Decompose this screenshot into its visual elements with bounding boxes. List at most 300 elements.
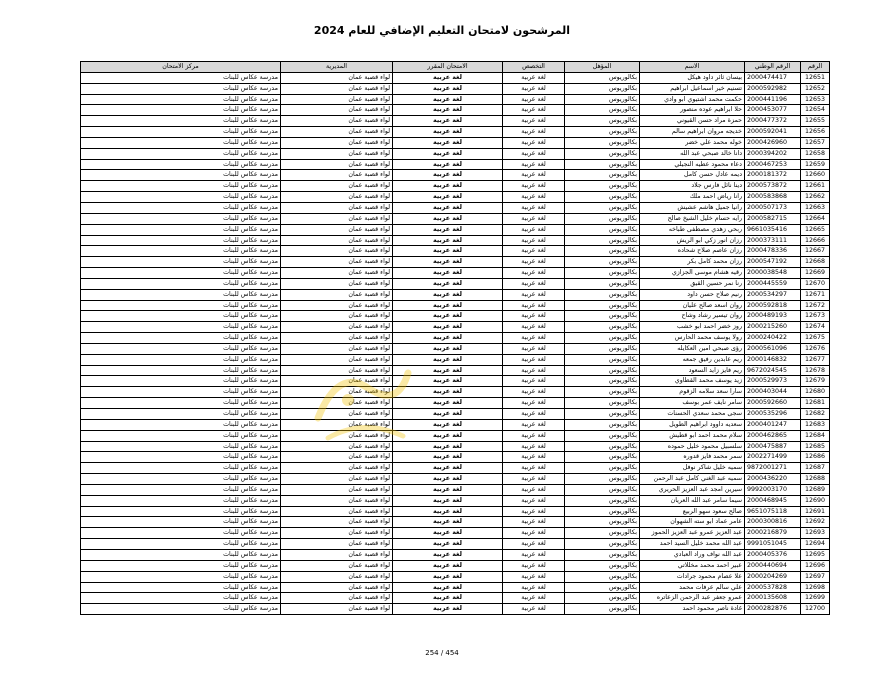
- row-directorate: لواء قصبة عمان: [281, 137, 393, 148]
- row-qualification: بكالوريوس: [565, 300, 640, 311]
- row-name: رؤى صبحي امين العكايله: [640, 343, 745, 354]
- row-specialization: لغة عربية: [503, 322, 565, 333]
- row-exam: لغة عربية: [393, 474, 503, 485]
- row-seq: 12659: [801, 159, 830, 170]
- row-name: رنا نمر حسين القيق: [640, 278, 745, 289]
- row-national-id: 2000535296: [745, 409, 801, 420]
- row-specialization: لغة عربية: [503, 181, 565, 192]
- row-qualification: بكالوريوس: [565, 116, 640, 127]
- col-header-name: الاسم: [640, 62, 745, 73]
- row-exam: لغة عربية: [393, 148, 503, 159]
- row-specialization: لغة عربية: [503, 116, 565, 127]
- row-seq: 12685: [801, 441, 830, 452]
- row-center: مدرسة عكاس للبنات: [81, 127, 281, 138]
- table-row: [81, 571, 830, 582]
- row-center: مدرسة عكاس للبنات: [81, 506, 281, 517]
- row-specialization: لغة عربية: [503, 387, 565, 398]
- table-row: [81, 387, 830, 398]
- row-seq: 12669: [801, 268, 830, 279]
- row-name: رنيم صلاح حسن داود: [640, 289, 745, 300]
- row-qualification: بكالوريوس: [565, 365, 640, 376]
- row-name: روان اسعد صالح عليان: [640, 300, 745, 311]
- row-name: سعديه داوود ابراهيم الطويل: [640, 419, 745, 430]
- row-center: مدرسة عكاس للبنات: [81, 343, 281, 354]
- row-center: مدرسة عكاس للبنات: [81, 278, 281, 289]
- row-qualification: بكالوريوس: [565, 560, 640, 571]
- row-specialization: لغة عربية: [503, 311, 565, 322]
- row-exam: لغة عربية: [393, 409, 503, 420]
- row-national-id: 2000592982: [745, 83, 801, 94]
- table-row: [81, 495, 830, 506]
- row-name: عبد الله نواف وراد العبادي: [640, 549, 745, 560]
- row-center: مدرسة عكاس للبنات: [81, 409, 281, 420]
- row-directorate: لواء قصبة عمان: [281, 289, 393, 300]
- row-qualification: بكالوريوس: [565, 170, 640, 181]
- page-number: 254 / 454: [425, 649, 459, 657]
- row-name: ربحي زهدي مصطفى طباخه: [640, 224, 745, 235]
- row-exam: لغة عربية: [393, 333, 503, 344]
- row-name: رقيه هشام موسى الجزازي: [640, 268, 745, 279]
- row-directorate: لواء قصبة عمان: [281, 105, 393, 116]
- row-directorate: لواء قصبة عمان: [281, 224, 393, 235]
- row-name: سلسبيل محمود خليل حموده: [640, 441, 745, 452]
- row-qualification: بكالوريوس: [565, 181, 640, 192]
- row-name: ريم عابدين رفيق جمعه: [640, 354, 745, 365]
- row-qualification: بكالوريوس: [565, 409, 640, 420]
- row-directorate: لواء قصبة عمان: [281, 582, 393, 593]
- row-national-id: 2000401247: [745, 419, 801, 430]
- row-national-id: 2000215260: [745, 322, 801, 333]
- table-row: [81, 311, 830, 322]
- row-exam: لغة عربية: [393, 528, 503, 539]
- row-seq: 12676: [801, 343, 830, 354]
- row-seq: 12692: [801, 517, 830, 528]
- row-exam: لغة عربية: [393, 94, 503, 105]
- row-directorate: لواء قصبة عمان: [281, 181, 393, 192]
- row-exam: لغة عربية: [393, 278, 503, 289]
- row-directorate: لواء قصبة عمان: [281, 268, 393, 279]
- row-directorate: لواء قصبة عمان: [281, 213, 393, 224]
- row-exam: لغة عربية: [393, 354, 503, 365]
- row-directorate: لواء قصبة عمان: [281, 311, 393, 322]
- row-exam: لغة عربية: [393, 300, 503, 311]
- row-center: مدرسة عكاس للبنات: [81, 213, 281, 224]
- row-qualification: بكالوريوس: [565, 528, 640, 539]
- row-center: مدرسة عكاس للبنات: [81, 105, 281, 116]
- row-name: حمزة مراد حسن القيوني: [640, 116, 745, 127]
- row-seq: 12655: [801, 116, 830, 127]
- row-qualification: بكالوريوس: [565, 506, 640, 517]
- row-directorate: لواء قصبة عمان: [281, 365, 393, 376]
- row-specialization: لغة عربية: [503, 278, 565, 289]
- row-national-id: 2000038548: [745, 268, 801, 279]
- row-center: مدرسة عكاس للبنات: [81, 300, 281, 311]
- row-name: سارا سعد سلامه الزقوم: [640, 387, 745, 398]
- row-qualification: بكالوريوس: [565, 333, 640, 344]
- row-center: مدرسة عكاس للبنات: [81, 181, 281, 192]
- row-center: مدرسة عكاس للبنات: [81, 354, 281, 365]
- row-center: مدرسة عكاس للبنات: [81, 333, 281, 344]
- row-specialization: لغة عربية: [503, 148, 565, 159]
- row-seq: 12674: [801, 322, 830, 333]
- row-directorate: لواء قصبة عمان: [281, 257, 393, 268]
- row-directorate: لواء قصبة عمان: [281, 343, 393, 354]
- table-row: [81, 528, 830, 539]
- row-seq: 12668: [801, 257, 830, 268]
- row-exam: لغة عربية: [393, 311, 503, 322]
- row-center: مدرسة عكاس للبنات: [81, 72, 281, 83]
- row-name: سيما سامر عبد الله العريان: [640, 495, 745, 506]
- row-national-id: 2000592660: [745, 398, 801, 409]
- row-name: روان تيسير رشاد وشاح: [640, 311, 745, 322]
- row-qualification: بكالوريوس: [565, 105, 640, 116]
- row-directorate: لواء قصبة عمان: [281, 484, 393, 495]
- row-national-id: 2000394202: [745, 148, 801, 159]
- row-name: سلام محمد احمد ابو قطيش: [640, 430, 745, 441]
- row-exam: لغة عربية: [393, 419, 503, 430]
- row-national-id: 2000592041: [745, 127, 801, 138]
- row-specialization: لغة عربية: [503, 170, 565, 181]
- table-row: [81, 343, 830, 354]
- row-seq: 12662: [801, 192, 830, 203]
- row-national-id: 2000216879: [745, 528, 801, 539]
- row-national-id: 2000561096: [745, 343, 801, 354]
- col-header-national-id: الرقم الوطني: [745, 62, 801, 73]
- row-specialization: لغة عربية: [503, 452, 565, 463]
- row-specialization: لغة عربية: [503, 539, 565, 550]
- table-row: [81, 582, 830, 593]
- row-qualification: بكالوريوس: [565, 148, 640, 159]
- row-center: مدرسة عكاس للبنات: [81, 398, 281, 409]
- row-specialization: لغة عربية: [503, 365, 565, 376]
- row-qualification: بكالوريوس: [565, 549, 640, 560]
- row-center: مدرسة عكاس للبنات: [81, 289, 281, 300]
- row-exam: لغة عربية: [393, 430, 503, 441]
- row-exam: لغة عربية: [393, 376, 503, 387]
- row-name: ريم فايز زايد السعود: [640, 365, 745, 376]
- row-directorate: لواء قصبة عمان: [281, 322, 393, 333]
- row-seq: 12690: [801, 495, 830, 506]
- row-specialization: لغة عربية: [503, 517, 565, 528]
- row-qualification: بكالوريوس: [565, 311, 640, 322]
- row-national-id: 2000474417: [745, 72, 801, 83]
- row-seq: 12672: [801, 300, 830, 311]
- row-directorate: لواء قصبة عمان: [281, 148, 393, 159]
- row-exam: لغة عربية: [393, 495, 503, 506]
- row-center: مدرسة عكاس للبنات: [81, 463, 281, 474]
- row-national-id: 9991051045: [745, 539, 801, 550]
- row-qualification: بكالوريوس: [565, 137, 640, 148]
- row-national-id: 2000135608: [745, 593, 801, 604]
- row-national-id: 2000592818: [745, 300, 801, 311]
- row-exam: لغة عربية: [393, 246, 503, 257]
- candidates-table: [80, 61, 830, 615]
- row-exam: لغة عربية: [393, 213, 503, 224]
- row-center: مدرسة عكاس للبنات: [81, 571, 281, 582]
- row-directorate: لواء قصبة عمان: [281, 549, 393, 560]
- row-qualification: بكالوريوس: [565, 604, 640, 615]
- row-directorate: لواء قصبة عمان: [281, 474, 393, 485]
- row-national-id: 2000537828: [745, 582, 801, 593]
- row-national-id: 2000534297: [745, 289, 801, 300]
- row-exam: لغة عربية: [393, 257, 503, 268]
- row-qualification: بكالوريوس: [565, 127, 640, 138]
- row-seq: 12660: [801, 170, 830, 181]
- row-exam: لغة عربية: [393, 83, 503, 94]
- row-exam: لغة عربية: [393, 105, 503, 116]
- row-seq: 12675: [801, 333, 830, 344]
- col-header-qualification: المؤهل: [565, 62, 640, 73]
- row-center: مدرسة عكاس للبنات: [81, 268, 281, 279]
- row-name: علا عصام محمود جرادات: [640, 571, 745, 582]
- row-name: صالح سعود سهو الربيع: [640, 506, 745, 517]
- row-seq: 12689: [801, 484, 830, 495]
- row-name: عبير احمد محمد مخللاتي: [640, 560, 745, 571]
- row-national-id: 2000240422: [745, 333, 801, 344]
- row-seq: 12683: [801, 419, 830, 430]
- page-title: المرشحون لامتحان التعليم الإضافي للعام 2024: [313, 24, 571, 37]
- table-row: [81, 409, 830, 420]
- row-directorate: لواء قصبة عمان: [281, 202, 393, 213]
- row-exam: لغة عربية: [393, 539, 503, 550]
- row-exam: لغة عربية: [393, 593, 503, 604]
- row-center: مدرسة عكاس للبنات: [81, 517, 281, 528]
- table-row: [81, 170, 830, 181]
- row-directorate: لواء قصبة عمان: [281, 506, 393, 517]
- table-row: [81, 278, 830, 289]
- row-directorate: لواء قصبة عمان: [281, 159, 393, 170]
- row-directorate: لواء قصبة عمان: [281, 354, 393, 365]
- row-specialization: لغة عربية: [503, 257, 565, 268]
- row-national-id: 2000475887: [745, 441, 801, 452]
- row-center: مدرسة عكاس للبنات: [81, 495, 281, 506]
- table-row: [81, 430, 830, 441]
- row-national-id: 9661035416: [745, 224, 801, 235]
- row-national-id: 2000467253: [745, 159, 801, 170]
- table-row: [81, 94, 830, 105]
- table-row: [81, 517, 830, 528]
- row-qualification: بكالوريوس: [565, 235, 640, 246]
- table-row: [81, 83, 830, 94]
- row-qualification: بكالوريوس: [565, 289, 640, 300]
- row-center: مدرسة عكاس للبنات: [81, 441, 281, 452]
- row-exam: لغة عربية: [393, 235, 503, 246]
- row-specialization: لغة عربية: [503, 94, 565, 105]
- row-qualification: بكالوريوس: [565, 593, 640, 604]
- row-seq: 12670: [801, 278, 830, 289]
- table-row: [81, 105, 830, 116]
- row-seq: 12684: [801, 430, 830, 441]
- row-qualification: بكالوريوس: [565, 224, 640, 235]
- row-name: حلا ابراهيم عوده منصور: [640, 105, 745, 116]
- table-row: [81, 235, 830, 246]
- row-specialization: لغة عربية: [503, 72, 565, 83]
- row-national-id: 2000478336: [745, 246, 801, 257]
- row-national-id: 2000204269: [745, 571, 801, 582]
- row-seq: 12677: [801, 354, 830, 365]
- row-national-id: 2000440694: [745, 560, 801, 571]
- row-national-id: 9672024545: [745, 365, 801, 376]
- row-name: عبد العزيز عمرو عبد العزيز الحموز: [640, 528, 745, 539]
- row-exam: لغة عربية: [393, 159, 503, 170]
- row-name: تسنيم خير اسماعيل ابراهيم: [640, 83, 745, 94]
- row-exam: لغة عربية: [393, 127, 503, 138]
- row-name: سمر محمد فايز قدوره: [640, 452, 745, 463]
- table-row: [81, 604, 830, 615]
- row-national-id: 2000373111: [745, 235, 801, 246]
- row-center: مدرسة عكاس للبنات: [81, 94, 281, 105]
- row-specialization: لغة عربية: [503, 343, 565, 354]
- row-exam: لغة عربية: [393, 192, 503, 203]
- row-qualification: بكالوريوس: [565, 159, 640, 170]
- row-national-id: 2000405376: [745, 549, 801, 560]
- row-center: مدرسة عكاس للبنات: [81, 549, 281, 560]
- row-exam: لغة عربية: [393, 116, 503, 127]
- row-specialization: لغة عربية: [503, 571, 565, 582]
- row-exam: لغة عربية: [393, 181, 503, 192]
- row-directorate: لواء قصبة عمان: [281, 192, 393, 203]
- row-specialization: لغة عربية: [503, 463, 565, 474]
- table-row: [81, 213, 830, 224]
- row-specialization: لغة عربية: [503, 560, 565, 571]
- row-directorate: لواء قصبة عمان: [281, 571, 393, 582]
- row-directorate: لواء قصبة عمان: [281, 83, 393, 94]
- row-seq: 12651: [801, 72, 830, 83]
- row-qualification: بكالوريوس: [565, 539, 640, 550]
- row-national-id: 2000582715: [745, 213, 801, 224]
- row-qualification: بكالوريوس: [565, 463, 640, 474]
- row-exam: لغة عربية: [393, 365, 503, 376]
- row-center: مدرسة عكاس للبنات: [81, 170, 281, 181]
- row-name: خديجه مروان ابراهيم سالم: [640, 127, 745, 138]
- table-row: [81, 224, 830, 235]
- table-row: [81, 202, 830, 213]
- row-directorate: لواء قصبة عمان: [281, 463, 393, 474]
- row-exam: لغة عربية: [393, 72, 503, 83]
- row-exam: لغة عربية: [393, 517, 503, 528]
- row-specialization: لغة عربية: [503, 604, 565, 615]
- table-row: [81, 127, 830, 138]
- row-center: مدرسة عكاس للبنات: [81, 452, 281, 463]
- table-row: [81, 474, 830, 485]
- row-seq: 12673: [801, 311, 830, 322]
- row-center: مدرسة عكاس للبنات: [81, 137, 281, 148]
- row-directorate: لواء قصبة عمان: [281, 517, 393, 528]
- row-name: رزان محمد كامل بكر: [640, 257, 745, 268]
- row-name: روز خضر احمد ابو خشب: [640, 322, 745, 333]
- row-directorate: لواء قصبة عمان: [281, 495, 393, 506]
- row-national-id: 2000300816: [745, 517, 801, 528]
- table-row: [81, 181, 830, 192]
- row-exam: لغة عربية: [393, 224, 503, 235]
- row-qualification: بكالوريوس: [565, 582, 640, 593]
- row-seq: 12652: [801, 83, 830, 94]
- row-qualification: بكالوريوس: [565, 452, 640, 463]
- row-national-id: 2000507173: [745, 202, 801, 213]
- col-header-directorate: المديرية: [281, 62, 393, 73]
- row-name: غادة ناصر محمود احمد: [640, 604, 745, 615]
- row-name: سجى محمد سعدي الحسنات: [640, 409, 745, 420]
- row-directorate: لواء قصبة عمان: [281, 430, 393, 441]
- row-qualification: بكالوريوس: [565, 354, 640, 365]
- row-seq: 12693: [801, 528, 830, 539]
- row-center: مدرسة عكاس للبنات: [81, 224, 281, 235]
- row-exam: لغة عربية: [393, 441, 503, 452]
- table-row: [81, 289, 830, 300]
- row-specialization: لغة عربية: [503, 127, 565, 138]
- row-seq: 12695: [801, 549, 830, 560]
- row-directorate: لواء قصبة عمان: [281, 419, 393, 430]
- row-specialization: لغة عربية: [503, 213, 565, 224]
- row-name: دانا خالد صبحي عبد الله: [640, 148, 745, 159]
- table-row: [81, 192, 830, 203]
- row-name: سيرين امجد عبد العزيز الحريري: [640, 484, 745, 495]
- col-header-specialization: التخصص: [503, 62, 565, 73]
- row-specialization: لغة عربية: [503, 268, 565, 279]
- table-row: [81, 159, 830, 170]
- table-row: [81, 300, 830, 311]
- row-center: مدرسة عكاس للبنات: [81, 159, 281, 170]
- row-specialization: لغة عربية: [503, 582, 565, 593]
- row-specialization: لغة عربية: [503, 593, 565, 604]
- row-national-id: 2000445559: [745, 278, 801, 289]
- row-specialization: لغة عربية: [503, 137, 565, 148]
- table-row: [81, 560, 830, 571]
- row-qualification: بكالوريوس: [565, 268, 640, 279]
- row-qualification: بكالوريوس: [565, 192, 640, 203]
- row-specialization: لغة عربية: [503, 159, 565, 170]
- row-exam: لغة عربية: [393, 463, 503, 474]
- row-center: مدرسة عكاس للبنات: [81, 235, 281, 246]
- row-exam: لغة عربية: [393, 170, 503, 181]
- row-qualification: بكالوريوس: [565, 72, 640, 83]
- row-national-id: 2000181372: [745, 170, 801, 181]
- row-name: حكمت محمد اشتيوي ابو وادي: [640, 94, 745, 105]
- row-name: زيد يوسف محمد القطاوي: [640, 376, 745, 387]
- row-center: مدرسة عكاس للبنات: [81, 484, 281, 495]
- row-seq: 12666: [801, 235, 830, 246]
- row-national-id: 2002271499: [745, 452, 801, 463]
- table-row: [81, 354, 830, 365]
- row-exam: لغة عربية: [393, 343, 503, 354]
- row-center: مدرسة عكاس للبنات: [81, 560, 281, 571]
- row-national-id: 2000453077: [745, 105, 801, 116]
- row-specialization: لغة عربية: [503, 105, 565, 116]
- row-name: دينا نائل فارس جلاد: [640, 181, 745, 192]
- row-national-id: 2000477372: [745, 116, 801, 127]
- row-seq: 12678: [801, 365, 830, 376]
- row-national-id: 9651075118: [745, 506, 801, 517]
- row-name: سامر نايف عمر بوسف: [640, 398, 745, 409]
- row-qualification: بكالوريوس: [565, 94, 640, 105]
- row-specialization: لغة عربية: [503, 192, 565, 203]
- row-qualification: بكالوريوس: [565, 571, 640, 582]
- row-seq: 12682: [801, 409, 830, 420]
- row-center: مدرسة عكاس للبنات: [81, 430, 281, 441]
- row-directorate: لواء قصبة عمان: [281, 528, 393, 539]
- row-national-id: 2000403044: [745, 387, 801, 398]
- row-center: مدرسة عكاس للبنات: [81, 116, 281, 127]
- row-center: مدرسة عكاس للبنات: [81, 528, 281, 539]
- row-directorate: لواء قصبة عمان: [281, 376, 393, 387]
- row-name: ديمه عادل حسن كامل: [640, 170, 745, 181]
- row-specialization: لغة عربية: [503, 441, 565, 452]
- row-specialization: لغة عربية: [503, 484, 565, 495]
- row-directorate: لواء قصبة عمان: [281, 300, 393, 311]
- row-seq: 12653: [801, 94, 830, 105]
- row-seq: 12667: [801, 246, 830, 257]
- row-seq: 12664: [801, 213, 830, 224]
